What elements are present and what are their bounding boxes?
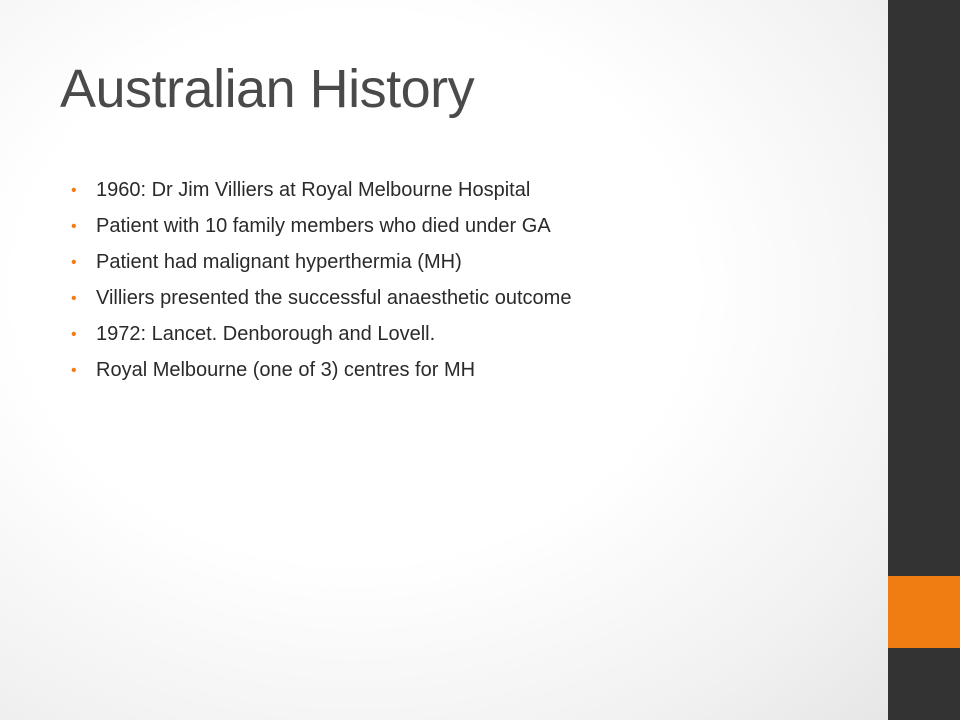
bullet-dot-icon: • <box>71 326 77 343</box>
bullet-item <box>71 353 856 388</box>
bullet-text: Villiers presented the successful anaesthetic outcome <box>96 287 572 309</box>
slide-title: Australian History <box>60 59 475 119</box>
bullet-text: Patient with 10 family members who died under GA <box>96 215 551 237</box>
bullet-item <box>71 245 856 280</box>
bullet-text: 1960: Dr Jim Villiers at Royal Melbourne Hospital <box>96 179 531 201</box>
bullet-dot-icon: • <box>71 254 77 271</box>
bullet-item <box>71 281 856 316</box>
bullet-text: Patient had malignant hyperthermia (MH) <box>96 251 462 273</box>
bullet-dot-icon: • <box>71 218 77 235</box>
accent-block <box>888 576 960 648</box>
bullet-item <box>71 317 856 352</box>
bullet-list <box>71 173 856 388</box>
bullet-dot-icon: • <box>71 362 77 379</box>
bullet-text: Royal Melbourne (one of 3) centres for MH <box>96 359 476 381</box>
bullet-dot-icon: • <box>71 182 77 199</box>
bullet-item <box>71 173 856 208</box>
bullet-item <box>71 209 856 244</box>
bullet-text: 1972: Lancet. Denborough and Lovell. <box>96 323 436 345</box>
bullet-dot-icon: • <box>71 290 77 307</box>
